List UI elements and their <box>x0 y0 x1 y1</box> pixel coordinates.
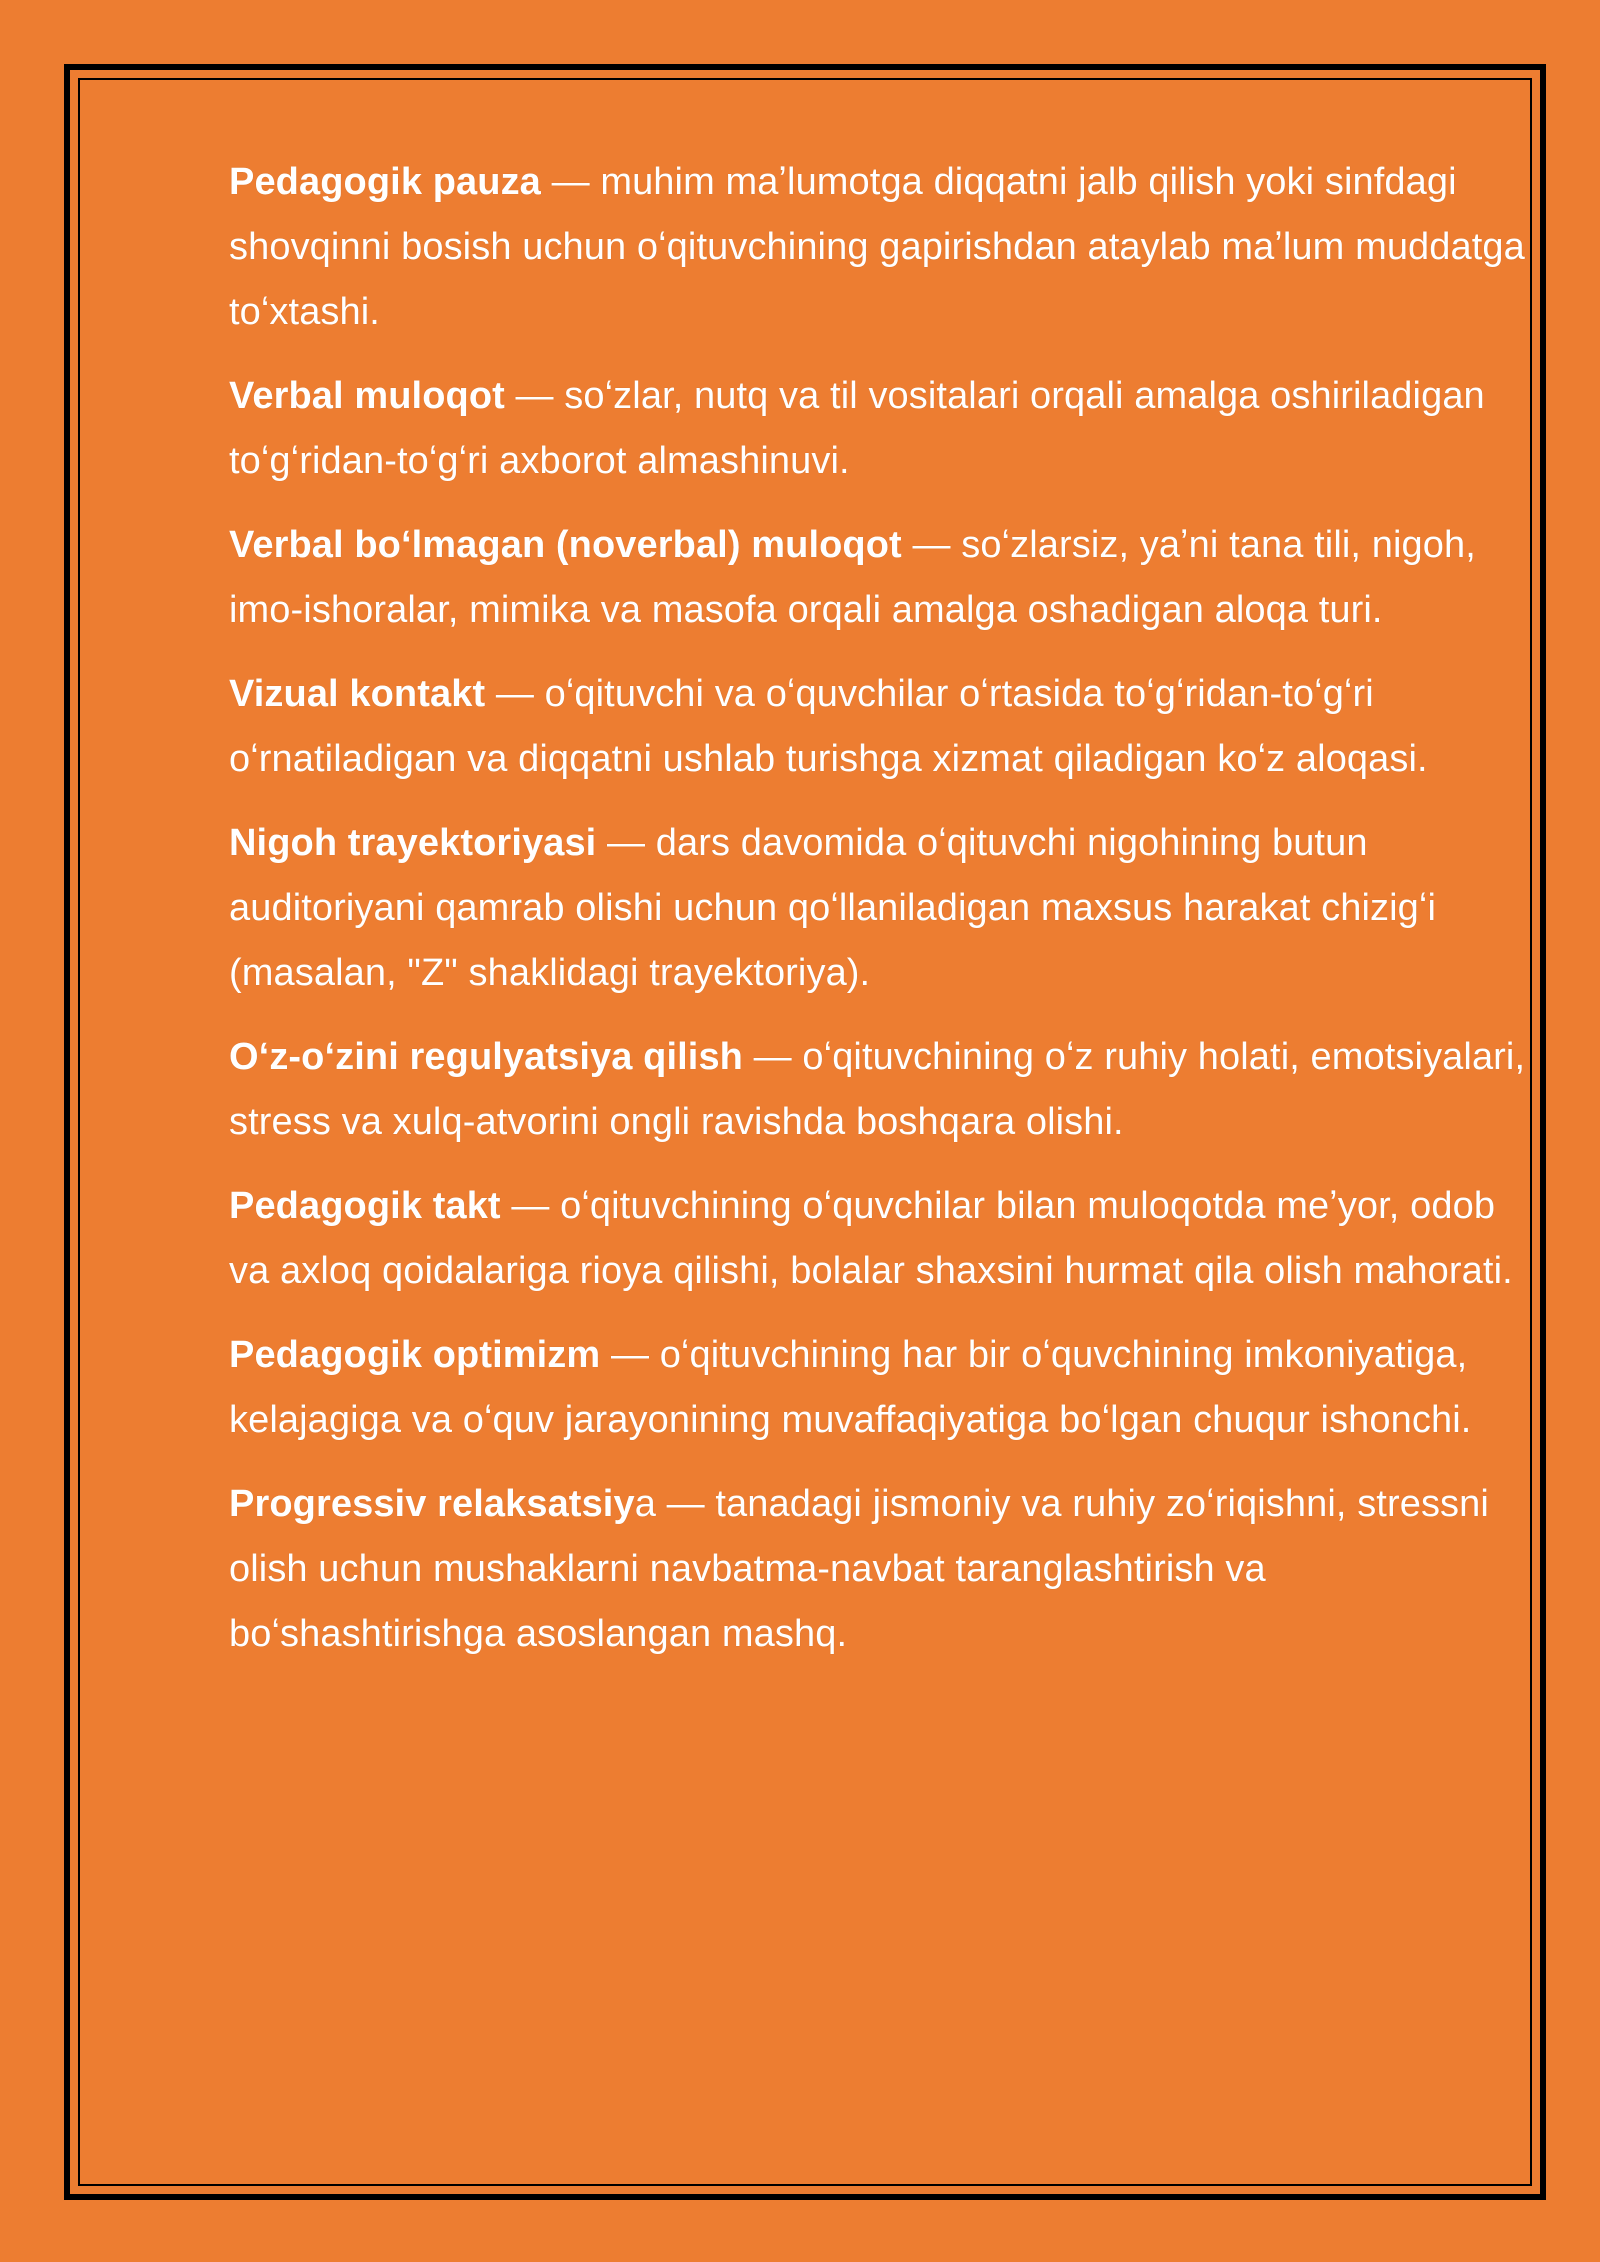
glossary-entry <box>229 662 1529 792</box>
glossary-definition: a — tanadagi jismoniy va ruhiy zoʻriqishni, stressni olish uchun mushaklarni navbatma-navbat taranglashtirish va boʻshashtirishga asoslangan mashq. <box>229 1483 1489 1655</box>
glossary-term: Pedagogik takt <box>229 1185 501 1227</box>
glossary-definition: — oʻqituvchining oʻquvchilar bilan muloqotda meʼyor, odob va axloq qoidalariga rioya qilishi, bolalar shaxsini hurmat qila olish mahorati. <box>229 1185 1513 1292</box>
glossary-list <box>229 150 1529 1686</box>
glossary-term: Oʻz-oʻzini regulyatsiya qilish <box>229 1036 743 1078</box>
glossary-entry <box>229 513 1529 643</box>
glossary-entry <box>229 1472 1529 1667</box>
glossary-definition: — oʻqituvchining har bir oʻquvchining imkoniyatiga, kelajagiga va oʻquv jarayonining muvaffaqiyatiga boʻlgan chuqur ishonchi. <box>229 1334 1472 1441</box>
glossary-entry <box>229 1025 1529 1155</box>
glossary-entry <box>229 364 1529 494</box>
glossary-term: Nigoh trayektoriyasi <box>229 822 597 864</box>
glossary-entry <box>229 811 1529 1006</box>
glossary-definition: — muhim maʼlumotga diqqatni jalb qilish yoki sinfdagi shovqinni bosish uchun oʻqituvchining gapirishdan ataylab maʼlum muddatga toʻxtashi. <box>229 161 1525 333</box>
glossary-definition: — soʻzlarsiz, yaʼni tana tili, nigoh, imo-ishoralar, mimika va masofa orqali amalga oshadigan aloqa turi. <box>229 524 1476 631</box>
glossary-entry <box>229 1174 1529 1304</box>
glossary-term: Pedagogik optimizm <box>229 1334 601 1376</box>
glossary-term: Verbal boʻlmagan (noverbal) muloqot <box>229 524 902 566</box>
glossary-term: Pedagogik pauza <box>229 161 541 203</box>
glossary-entry <box>229 1323 1529 1453</box>
glossary-definition: — oʻqituvchi va oʻquvchilar oʻrtasida toʻgʻridan-toʻgʻri oʻrnatiladigan va diqqatni ushlab turishga xizmat qiladigan koʻz aloqasi. <box>229 673 1428 780</box>
glossary-definition: — dars davomida oʻqituvchi nigohining butun auditoriyani qamrab olishi uchun qoʻllaniladigan maxsus harakat chizigʻi (masalan, "Z" shaklidagi trayektoriya). <box>229 822 1436 994</box>
glossary-entry <box>229 150 1529 345</box>
glossary-term: Verbal muloqot <box>229 375 505 417</box>
glossary-definition: — oʻqituvchining oʻz ruhiy holati, emotsiyalari, stress va xulq-atvorini ongli ravishda boshqara olishi. <box>229 1036 1526 1143</box>
glossary-term: Vizual kontakt <box>229 673 486 715</box>
glossary-definition: — soʻzlar, nutq va til vositalari orqali amalga oshiriladigan toʻgʻridan-toʻgʻri axborot almashinuvi. <box>229 375 1485 482</box>
glossary-term: Progressiv relaksatsiy <box>229 1483 635 1525</box>
